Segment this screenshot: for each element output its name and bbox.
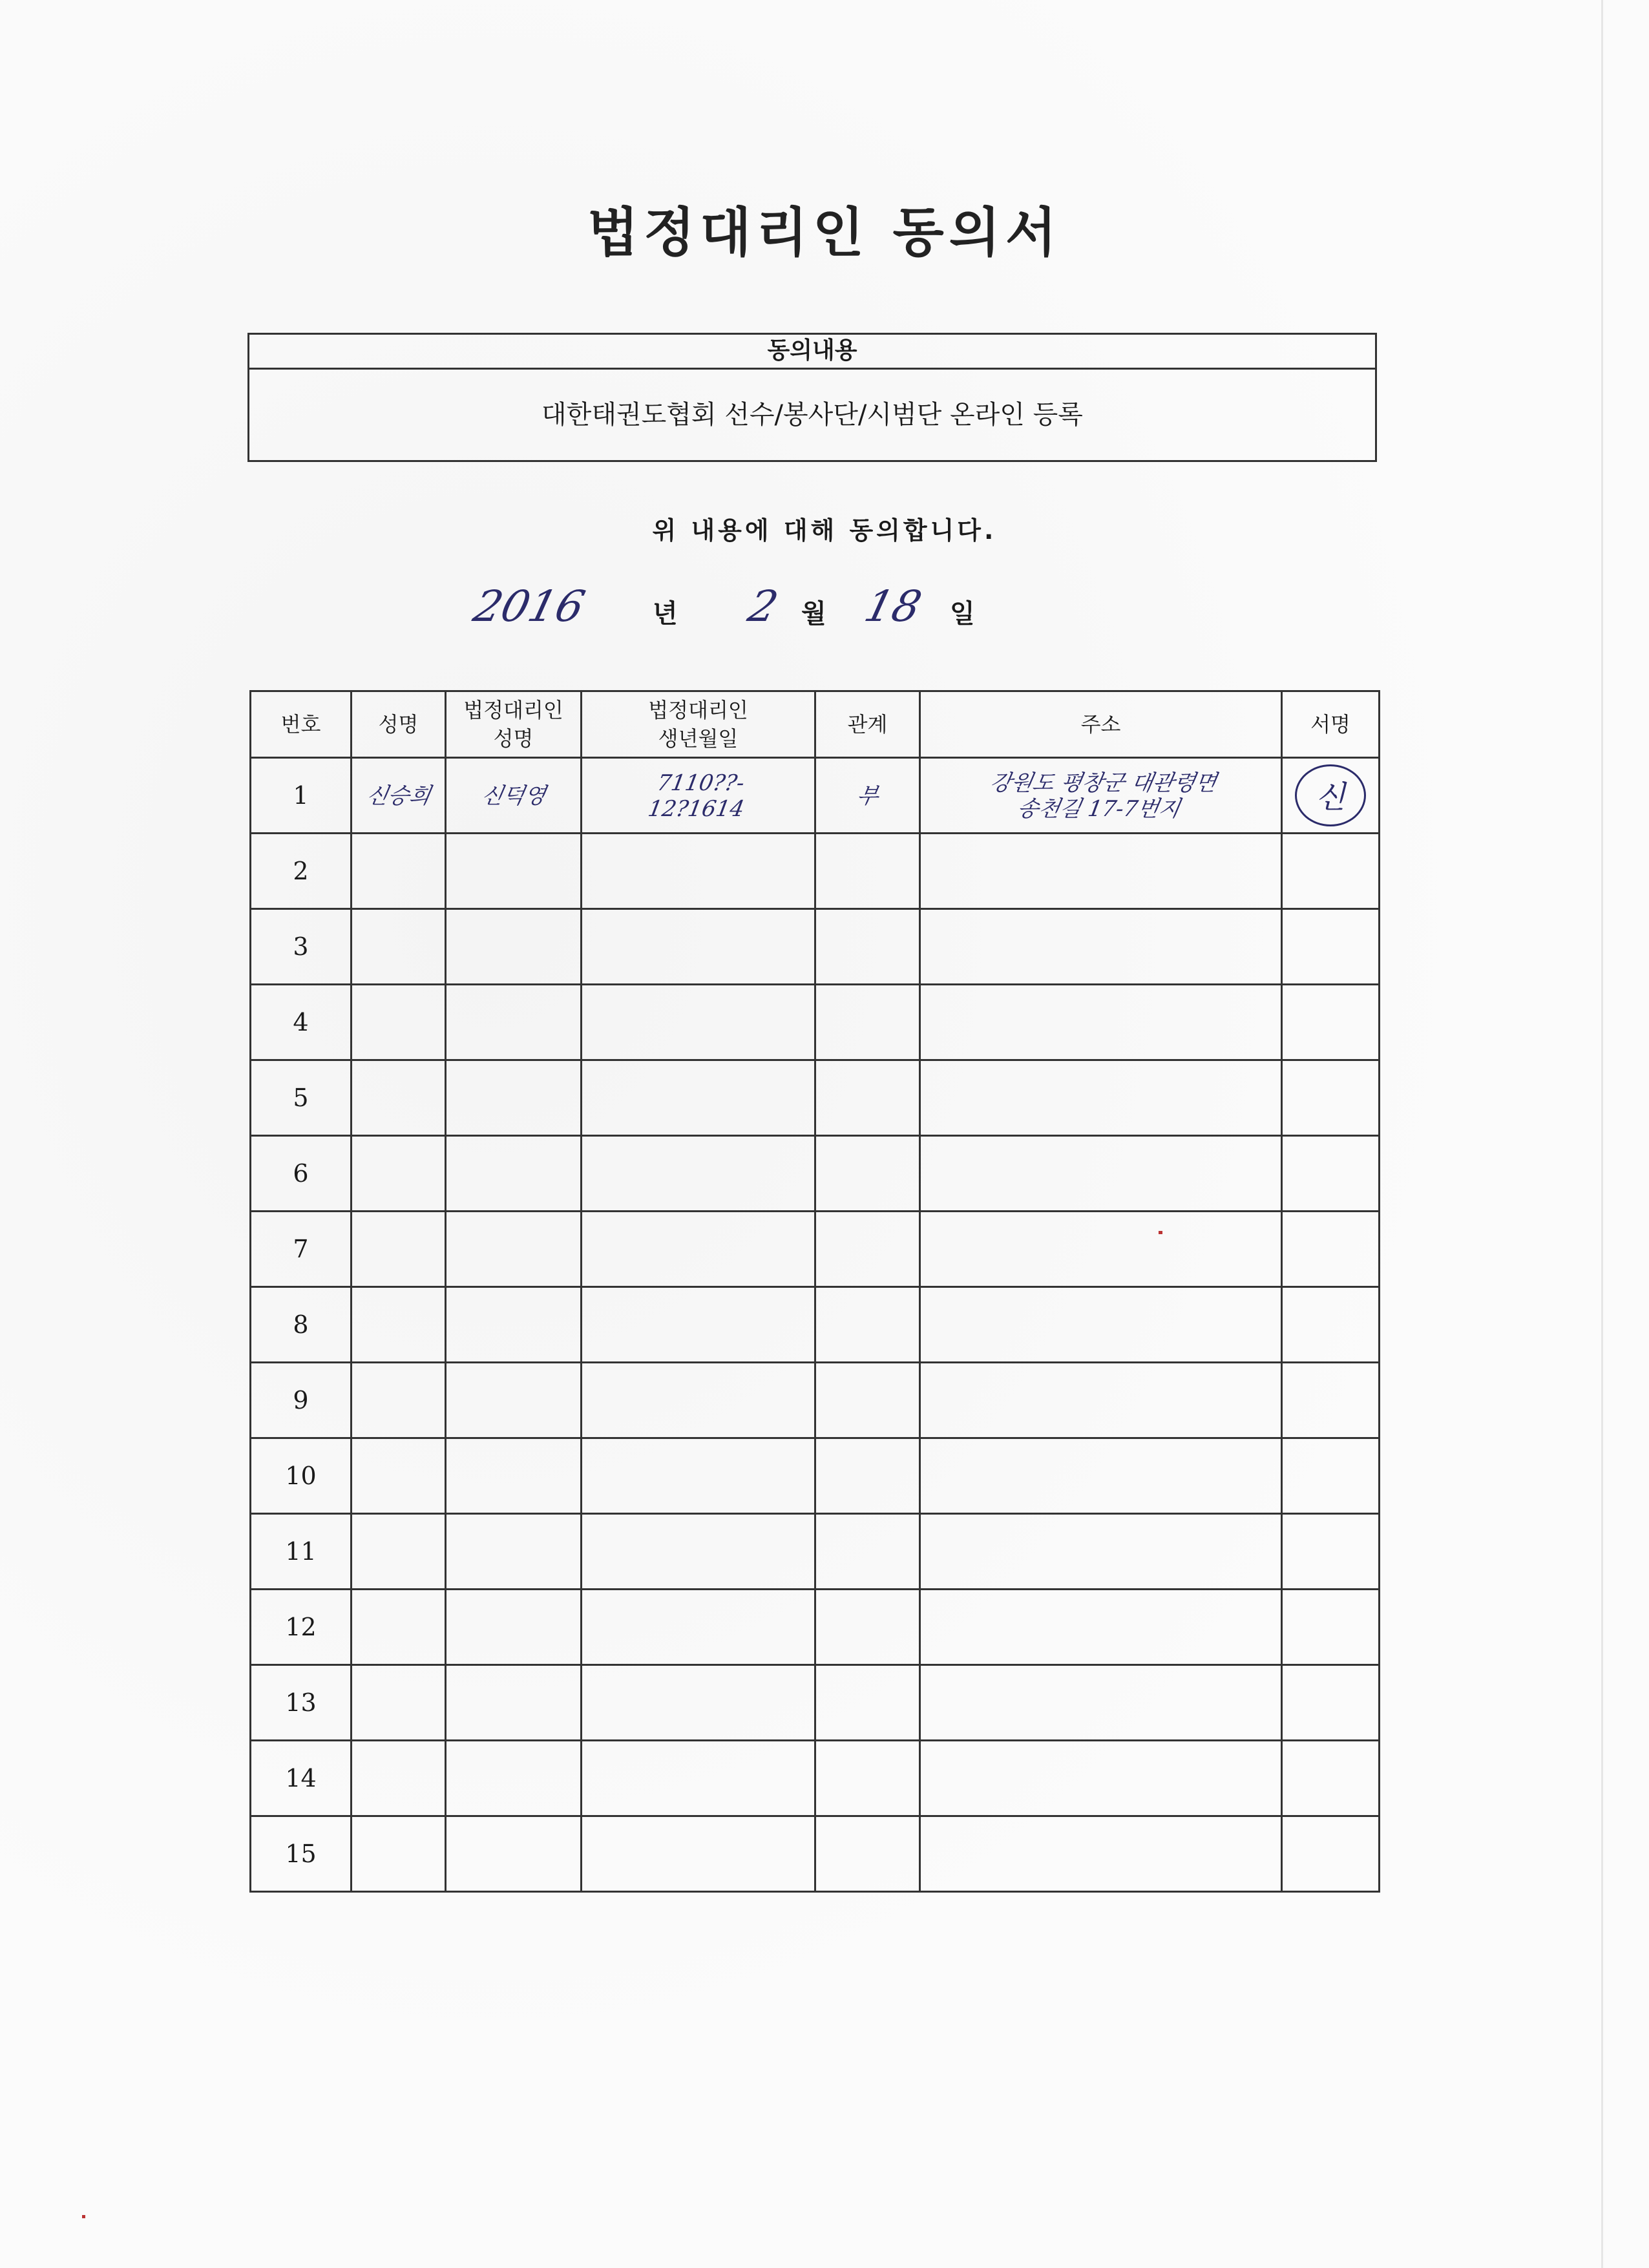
row-guardian-name bbox=[446, 1816, 582, 1892]
row-signature bbox=[1282, 909, 1380, 985]
row-address bbox=[920, 1590, 1282, 1665]
row-guardian-name bbox=[446, 1665, 582, 1741]
row-guardian-name bbox=[446, 985, 582, 1060]
row-address bbox=[920, 834, 1282, 909]
row-signature bbox=[1282, 1287, 1380, 1363]
row-signature bbox=[1282, 1816, 1380, 1892]
row-address bbox=[920, 909, 1282, 985]
row-address bbox=[920, 1136, 1282, 1212]
row-address bbox=[920, 1212, 1282, 1287]
row-address bbox=[920, 1665, 1282, 1741]
row-number: 13 bbox=[251, 1665, 352, 1741]
row-address bbox=[920, 985, 1282, 1060]
row-signature bbox=[1282, 758, 1380, 834]
row-number: 15 bbox=[251, 1816, 352, 1892]
row-signature bbox=[1282, 1136, 1380, 1212]
row-name bbox=[352, 1514, 446, 1590]
row-number: 3 bbox=[251, 909, 352, 985]
row-address bbox=[920, 1816, 1282, 1892]
col-header-relation: 관계 bbox=[815, 691, 920, 758]
row-number: 4 bbox=[251, 985, 352, 1060]
row-relation bbox=[815, 1590, 920, 1665]
row-relation bbox=[815, 1438, 920, 1514]
row-number: 14 bbox=[251, 1741, 352, 1816]
col-header-address: 주소 bbox=[920, 691, 1282, 758]
row-number: 5 bbox=[251, 1060, 352, 1136]
row-name bbox=[352, 1665, 446, 1741]
row-guardian-birth bbox=[582, 1287, 815, 1363]
row-address bbox=[920, 1514, 1282, 1590]
row-number: 2 bbox=[251, 834, 352, 909]
row-guardian-name bbox=[446, 1060, 582, 1136]
table-row bbox=[251, 1287, 1380, 1363]
table-row bbox=[251, 1590, 1380, 1665]
table-row bbox=[251, 1816, 1380, 1892]
row-name bbox=[352, 1816, 446, 1892]
table-row bbox=[251, 1060, 1380, 1136]
row-guardian-birth bbox=[582, 1136, 815, 1212]
row-signature bbox=[1282, 834, 1380, 909]
row-address: 강원도 평창군 대관령면 송천길 17-7번지 bbox=[913, 758, 1288, 834]
date-line bbox=[0, 575, 1649, 646]
row-signature bbox=[1282, 1514, 1380, 1590]
table-row bbox=[251, 758, 1380, 834]
row-guardian-birth bbox=[582, 1514, 815, 1590]
consent-body: 대한태권도협회 선수/봉사단/시범단 온라인 등록 bbox=[541, 400, 1083, 430]
table-row bbox=[251, 1438, 1380, 1514]
row-guardian-name bbox=[446, 1136, 582, 1212]
row-guardian-name bbox=[446, 1514, 582, 1590]
row-name bbox=[352, 1438, 446, 1514]
row-name bbox=[352, 1741, 446, 1816]
row-number: 9 bbox=[251, 1363, 352, 1438]
consent-header: 동의내용 bbox=[249, 335, 1375, 370]
row-name bbox=[352, 1363, 446, 1438]
row-signature bbox=[1282, 985, 1380, 1060]
row-signature bbox=[1282, 1665, 1380, 1741]
col-header-number: 번호 bbox=[251, 691, 352, 758]
scan-edge bbox=[1601, 0, 1603, 2268]
guardian-table bbox=[249, 690, 1380, 1893]
row-number: 12 bbox=[251, 1590, 352, 1665]
date-day-label: 일 bbox=[950, 599, 975, 629]
row-number: 11 bbox=[251, 1514, 352, 1590]
row-guardian-birth bbox=[582, 1438, 815, 1514]
table-header-row bbox=[251, 691, 1380, 758]
col-header-name: 성명 bbox=[352, 691, 446, 758]
row-guardian-birth bbox=[582, 1741, 815, 1816]
row-name bbox=[352, 1212, 446, 1287]
row-guardian-birth bbox=[582, 985, 815, 1060]
col-header-guardian-birth: 법정대리인 생년월일 bbox=[582, 691, 815, 758]
date-year-label: 년 bbox=[653, 599, 678, 629]
row-name bbox=[352, 985, 446, 1060]
row-guardian-birth bbox=[582, 834, 815, 909]
row-guardian-birth bbox=[582, 1363, 815, 1438]
row-guardian-name bbox=[446, 1438, 582, 1514]
table-row bbox=[251, 985, 1380, 1060]
row-relation bbox=[815, 1816, 920, 1892]
signature-mark: 신 bbox=[1295, 764, 1366, 826]
table-row bbox=[251, 834, 1380, 909]
row-signature bbox=[1282, 1438, 1380, 1514]
row-address bbox=[920, 1363, 1282, 1438]
row-guardian-birth bbox=[582, 1665, 815, 1741]
row-relation bbox=[815, 1514, 920, 1590]
row-signature bbox=[1282, 1590, 1380, 1665]
row-name bbox=[352, 1287, 446, 1363]
row-number: 6 bbox=[251, 1136, 352, 1212]
row-guardian-name bbox=[446, 834, 582, 909]
row-signature bbox=[1282, 1741, 1380, 1816]
table-row bbox=[251, 1514, 1380, 1590]
row-address bbox=[920, 1438, 1282, 1514]
row-relation bbox=[815, 985, 920, 1060]
table-row bbox=[251, 909, 1380, 985]
row-guardian-name bbox=[446, 1287, 582, 1363]
row-address bbox=[920, 1741, 1282, 1816]
table-row bbox=[251, 1741, 1380, 1816]
table-row bbox=[251, 1136, 1380, 1212]
document-title: 법정대리인 동의서 bbox=[587, 202, 1062, 264]
row-guardian-name bbox=[446, 1741, 582, 1816]
date-month: 2 bbox=[743, 582, 783, 631]
row-relation: 부 bbox=[808, 758, 927, 834]
row-signature bbox=[1282, 1363, 1380, 1438]
consent-content-box bbox=[247, 333, 1377, 462]
row-number: 8 bbox=[251, 1287, 352, 1363]
row-relation bbox=[815, 1741, 920, 1816]
row-guardian-name: 신덕영 bbox=[439, 758, 588, 834]
row-guardian-name bbox=[446, 1363, 582, 1438]
row-signature bbox=[1282, 1212, 1380, 1287]
row-guardian-name bbox=[446, 1212, 582, 1287]
row-guardian-birth bbox=[582, 1060, 815, 1136]
row-name bbox=[352, 834, 446, 909]
date-month-label: 월 bbox=[801, 599, 826, 629]
row-relation bbox=[815, 909, 920, 985]
row-guardian-birth bbox=[582, 1590, 815, 1665]
row-guardian-birth bbox=[582, 909, 815, 985]
row-address bbox=[920, 1060, 1282, 1136]
row-name bbox=[352, 909, 446, 985]
row-name: 신승희 bbox=[344, 758, 452, 834]
row-guardian-name bbox=[446, 909, 582, 985]
row-name bbox=[352, 1590, 446, 1665]
date-year: 2016 bbox=[468, 582, 590, 631]
table-row bbox=[251, 1363, 1380, 1438]
row-relation bbox=[815, 1287, 920, 1363]
row-name bbox=[352, 1060, 446, 1136]
row-number: 1 bbox=[251, 758, 352, 834]
row-relation bbox=[815, 834, 920, 909]
row-guardian-name bbox=[446, 1590, 582, 1665]
row-name bbox=[352, 1136, 446, 1212]
col-header-guardian-name: 법정대리인 성명 bbox=[446, 691, 582, 758]
row-relation bbox=[815, 1060, 920, 1136]
row-relation bbox=[815, 1665, 920, 1741]
row-guardian-birth bbox=[582, 1212, 815, 1287]
row-address bbox=[920, 1287, 1282, 1363]
date-day: 18 bbox=[859, 582, 927, 631]
table-row bbox=[251, 1665, 1380, 1741]
row-signature bbox=[1282, 1060, 1380, 1136]
row-number: 7 bbox=[251, 1212, 352, 1287]
row-guardian-birth: 7110??- 12?1614 bbox=[574, 758, 822, 834]
row-guardian-birth bbox=[582, 1816, 815, 1892]
scan-speck bbox=[82, 2215, 85, 2218]
col-header-signature: 서명 bbox=[1282, 691, 1380, 758]
agree-statement: 위 내용에 대해 동의합니다. bbox=[652, 516, 997, 545]
table-row bbox=[251, 1212, 1380, 1287]
row-relation bbox=[815, 1363, 920, 1438]
row-relation bbox=[815, 1136, 920, 1212]
row-number: 10 bbox=[251, 1438, 352, 1514]
row-relation bbox=[815, 1212, 920, 1287]
